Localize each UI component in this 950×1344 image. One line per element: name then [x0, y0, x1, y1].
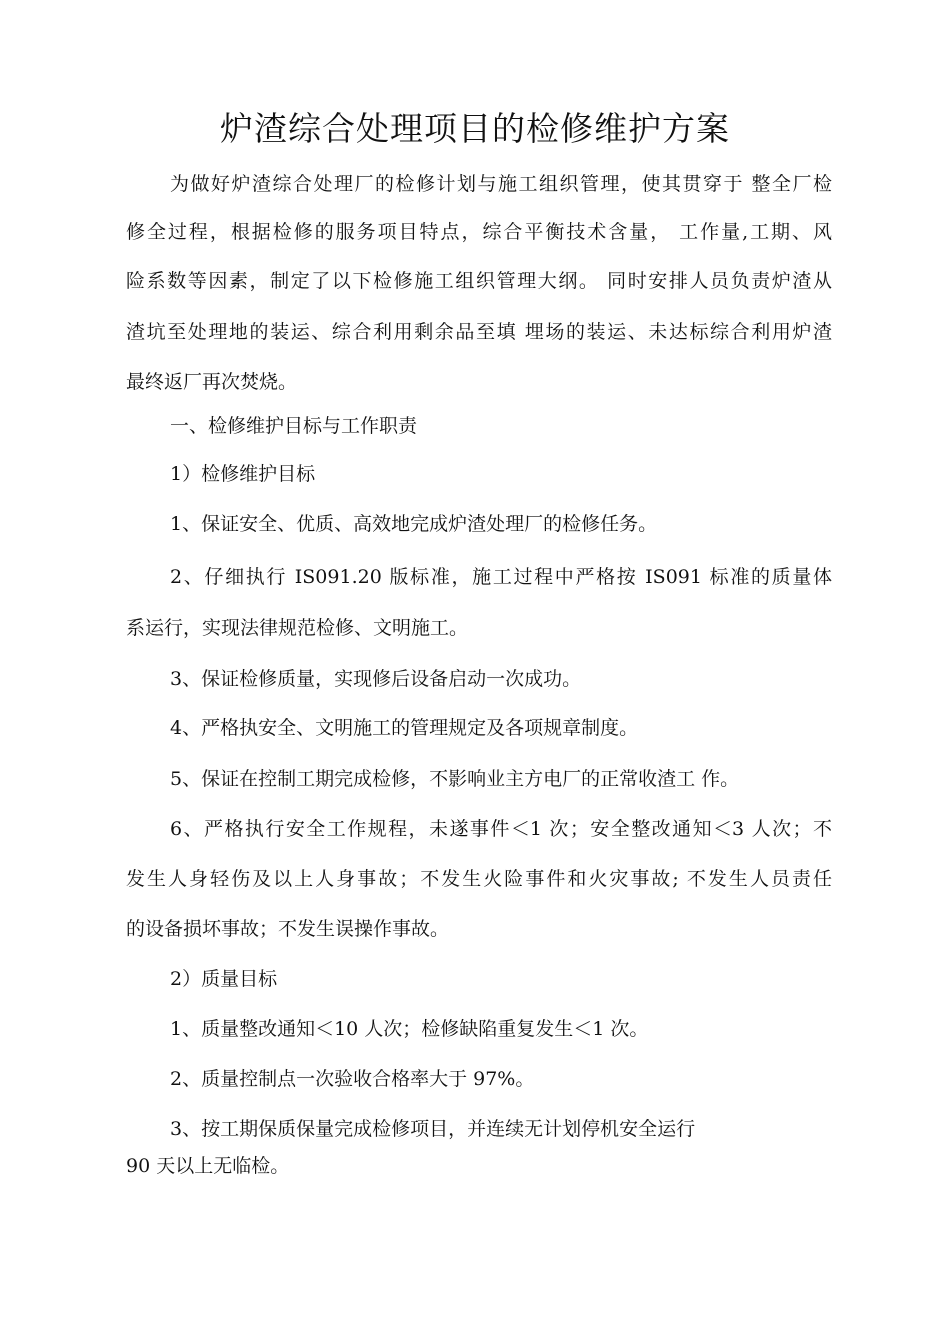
quality-item-1: 1、质量整改通知＜10 人次；检修缺陷重复发生＜1 次。 — [170, 1018, 649, 1040]
target-item-4: 4、严格执安全、文明施工的管理规定及各项规章制度。 — [170, 717, 639, 739]
target-item-6-line-1: 6、严格执行安全工作规程，未遂事件＜1 次；安全整改通知＜3 人次；不 — [170, 818, 832, 840]
target-item-1: 1、保证安全、优质、高效地完成炉渣处理厂的检修任务。 — [170, 513, 658, 535]
subsection-1-heading: 1）检修维护目标 — [170, 463, 316, 485]
target-item-2-line-2: 系运行，实现法律规范检修、文明施工。 — [126, 617, 469, 639]
subsection-2-heading: 2）质量目标 — [170, 968, 278, 990]
intro-line-2: 修全过程，根据检修的服务项目特点，综合平衡技术含量， 工作量,工期、风 — [126, 221, 832, 243]
section-1-heading: 一、检修维护目标与工作职责 — [170, 415, 418, 437]
quality-item-3-line-1: 3、按工期保质保量完成检修项目，并连续无计划停机安全运行 — [170, 1118, 696, 1140]
target-item-6-line-3: 的设备损坏事故；不发生误操作事故。 — [126, 918, 450, 940]
target-item-6-line-2: 发生人身轻伤及以上人身事故；不发生火险事件和火灾事故; 不发生人员责任 — [126, 868, 832, 890]
quality-item-3-line-2: 90 天以上无临检。 — [126, 1155, 290, 1177]
intro-line-4: 渣坑至处理地的装运、综合利用剩余品至填 埋场的装运、未达标综合利用炉渣 — [126, 321, 832, 343]
target-item-3: 3、保证检修质量，实现修后设备启动一次成功。 — [170, 668, 582, 690]
intro-line-1: 为做好炉渣综合处理厂的检修计划与施工组织管理，使其贯穿于 整全厂检 — [170, 173, 832, 195]
target-item-2-line-1: 2、仔细执行 IS091.20 版标准，施工过程中严格按 IS091 标准的质量体 — [170, 566, 832, 588]
quality-item-2: 2、质量控制点一次验收合格率大于 97%。 — [170, 1068, 535, 1090]
intro-line-5: 最终返厂再次焚烧。 — [126, 371, 298, 393]
target-item-5: 5、保证在控制工期完成检修，不影响业主方电厂的正常收渣工 作。 — [170, 768, 740, 790]
document-title: 炉渣综合处理项目的检修维护方案 — [220, 109, 730, 148]
intro-line-3: 险系数等因素，制定了以下检修施工组织管理大纲。 同时安排人员负责炉渣从 — [126, 270, 832, 292]
